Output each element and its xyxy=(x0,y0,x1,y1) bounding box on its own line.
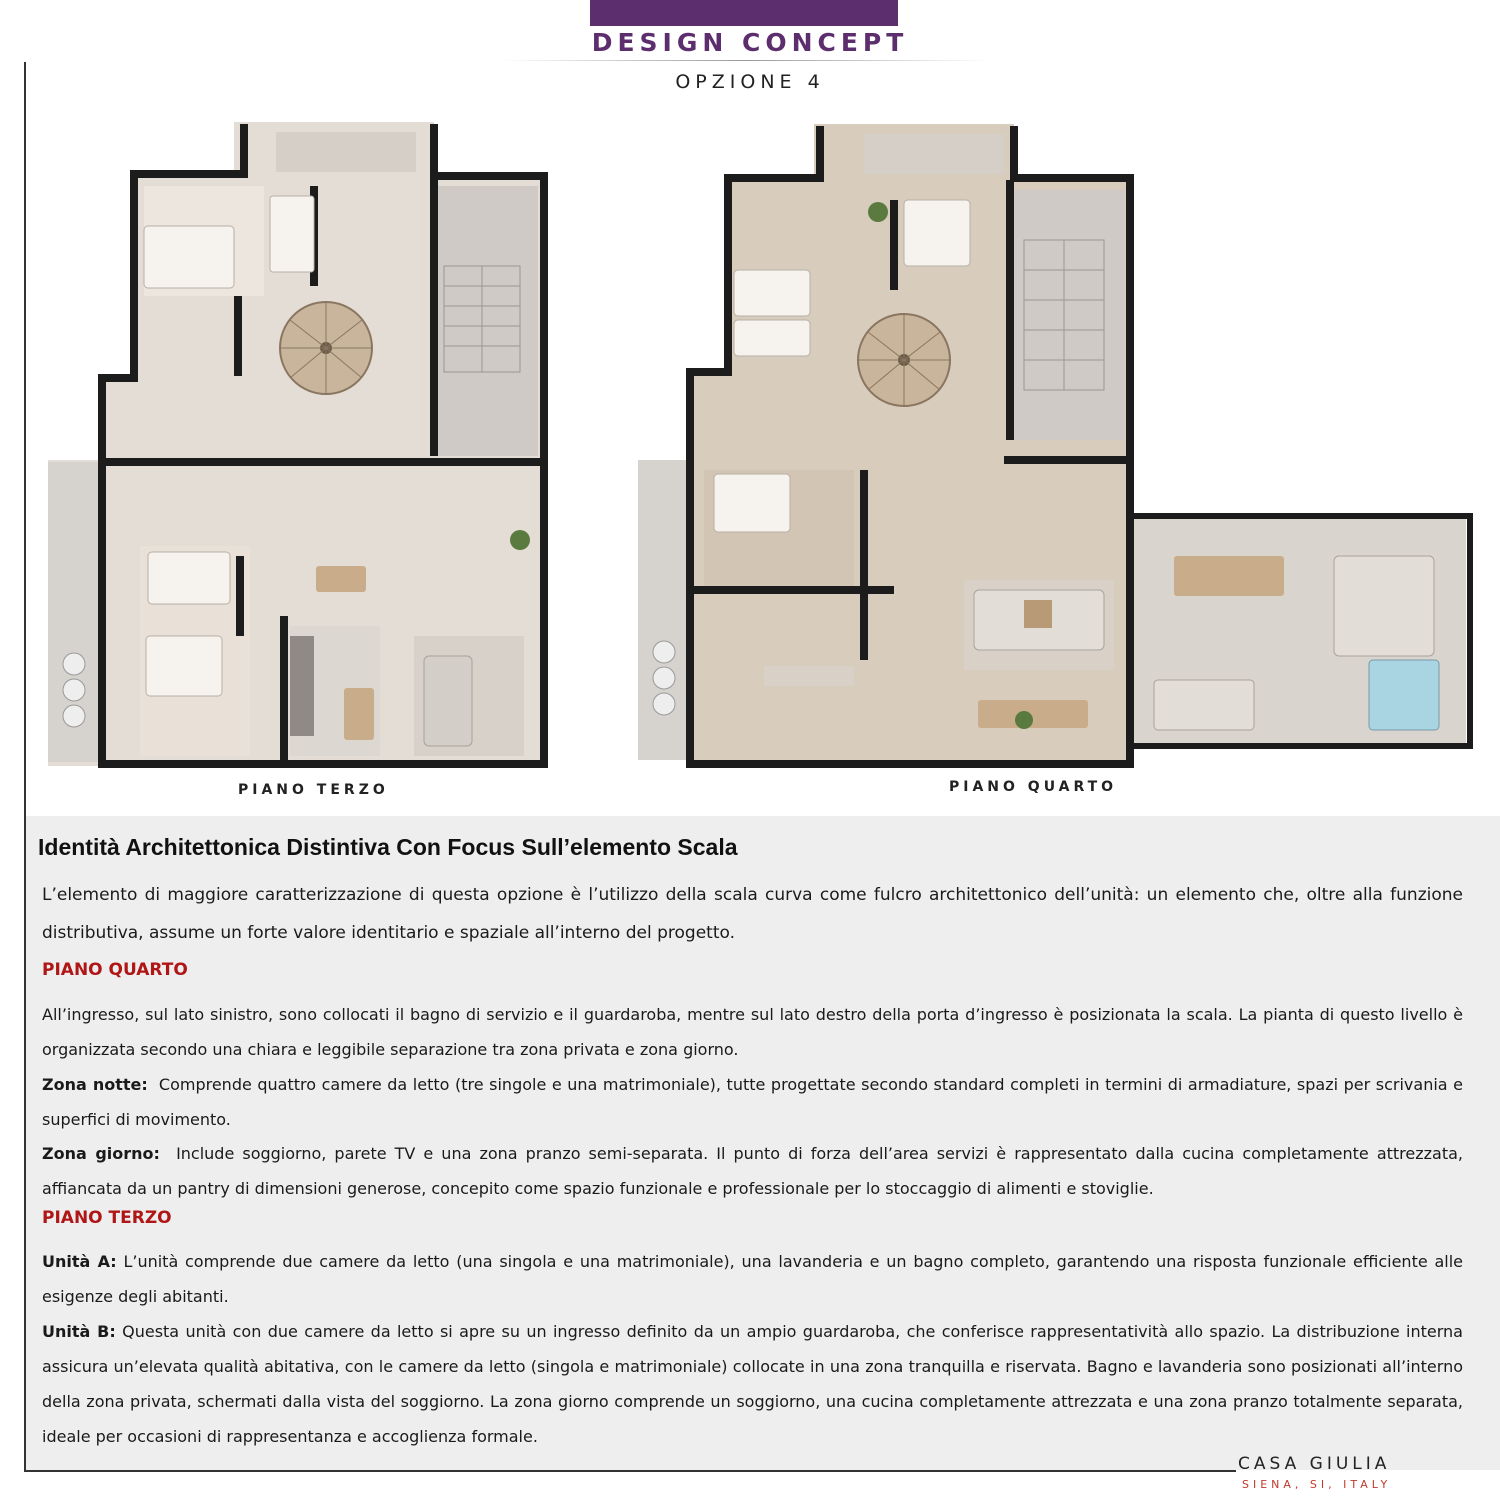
intro-paragraph xyxy=(42,876,1463,952)
intro-text: L’elemento di maggiore caratterizzazione di questa opzione è l’utilizzo della scala curva come fulcro architettonico dell’unità: un elemento che, oltre alla funzione distributiva, assume un forte valore identitario e spaziale all’interno del progetto. xyxy=(42,885,1463,943)
terzo-unita-b xyxy=(42,1314,1463,1454)
page-title: DESIGN CONCEPT xyxy=(591,28,909,57)
page-subtitle: OPZIONE 4 xyxy=(675,71,825,93)
brand-location: SIENA, SI, ITALY xyxy=(1242,1478,1392,1491)
title-divider xyxy=(500,60,990,61)
zona-notte-text: Comprende quattro camere da letto (tre singole e una matrimoniale), tutte progettate secondo standard completi in termini di armadiature, spazi per scrivania e superfici di movimento. xyxy=(42,1075,1464,1129)
quarto-floor-fill xyxy=(638,124,1466,764)
unita-b-label: Unità B: xyxy=(42,1322,116,1341)
zona-notte-label: Zona notte: xyxy=(42,1075,148,1094)
floor-plan-quarto xyxy=(634,120,1474,772)
plan-label-quarto: PIANO QUARTO xyxy=(949,779,1118,795)
terzo-heading: PIANO TERZO xyxy=(42,1208,172,1228)
quarto-zona-notte xyxy=(42,1067,1463,1137)
frame-bottom-line xyxy=(24,1470,1236,1472)
quarto-zona-giorno xyxy=(42,1136,1463,1206)
zona-giorno-text: Include soggiorno, parete TV e una zona pranzo semi-separata. Il punto di forza dell’area servizi è rappresentato dalla cucina completamente attrezzata, affiancata da un pantry di dimensioni generose, concepito come spazio funzionale e professionale per lo stoccaggio di alimenti e stoviglie. xyxy=(42,1144,1464,1198)
zona-giorno-label: Zona giorno: xyxy=(42,1144,160,1163)
unita-b-text: Questa unità con due camere da letto si apre su un ingresso definito da un ampio guardaroba, che conferisce rappresentatività allo spazio. La distribuzione interna assicura un’elevata qualità abitativa, con le camere da letto (singola e matrimoniale) collocate in una zona tranquilla e riservata. Bagno e lavanderia sono posizionati all’interno della zona privata, schermati dalla vista del soggiorno. La zona giorno comprende un soggiorno, una cucina completamente attrezzata e una zona pranzo totalmente separata, ideale per occasioni di rappresentanza e accoglienza formale. xyxy=(42,1322,1463,1446)
unita-a-label: Unità A: xyxy=(42,1252,117,1271)
quarto-paragraph-1 xyxy=(42,997,1463,1067)
quarto-text-1: All’ingresso, sul lato sinistro, sono collocati il bagno di servizio e il guardaroba, mentre sul lato destro della porta d’ingresso è posizionata la scala. La pianta di questo livello è organizzata secondo una chiara e leggibile separazione tra zona privata e zona giorno. xyxy=(42,1005,1463,1059)
plan-label-terzo: PIANO TERZO xyxy=(238,782,389,798)
terzo-unita-a xyxy=(42,1244,1463,1314)
section-heading: Identità Architettonica Distintiva Con Focus Sull’elemento Scala xyxy=(38,834,738,860)
brand-name: CASA GIULIA xyxy=(1238,1454,1391,1474)
unita-a-text: L’unità comprende due camere da letto (una singola e una matrimoniale), una lavanderia e un bagno completo, garantendo una risposta funzionale efficiente alle esigenze degli abitanti. xyxy=(42,1252,1463,1306)
header-accent-bar xyxy=(590,0,898,26)
quarto-heading: PIANO QUARTO xyxy=(42,960,188,980)
floor-plan-terzo xyxy=(44,116,550,772)
